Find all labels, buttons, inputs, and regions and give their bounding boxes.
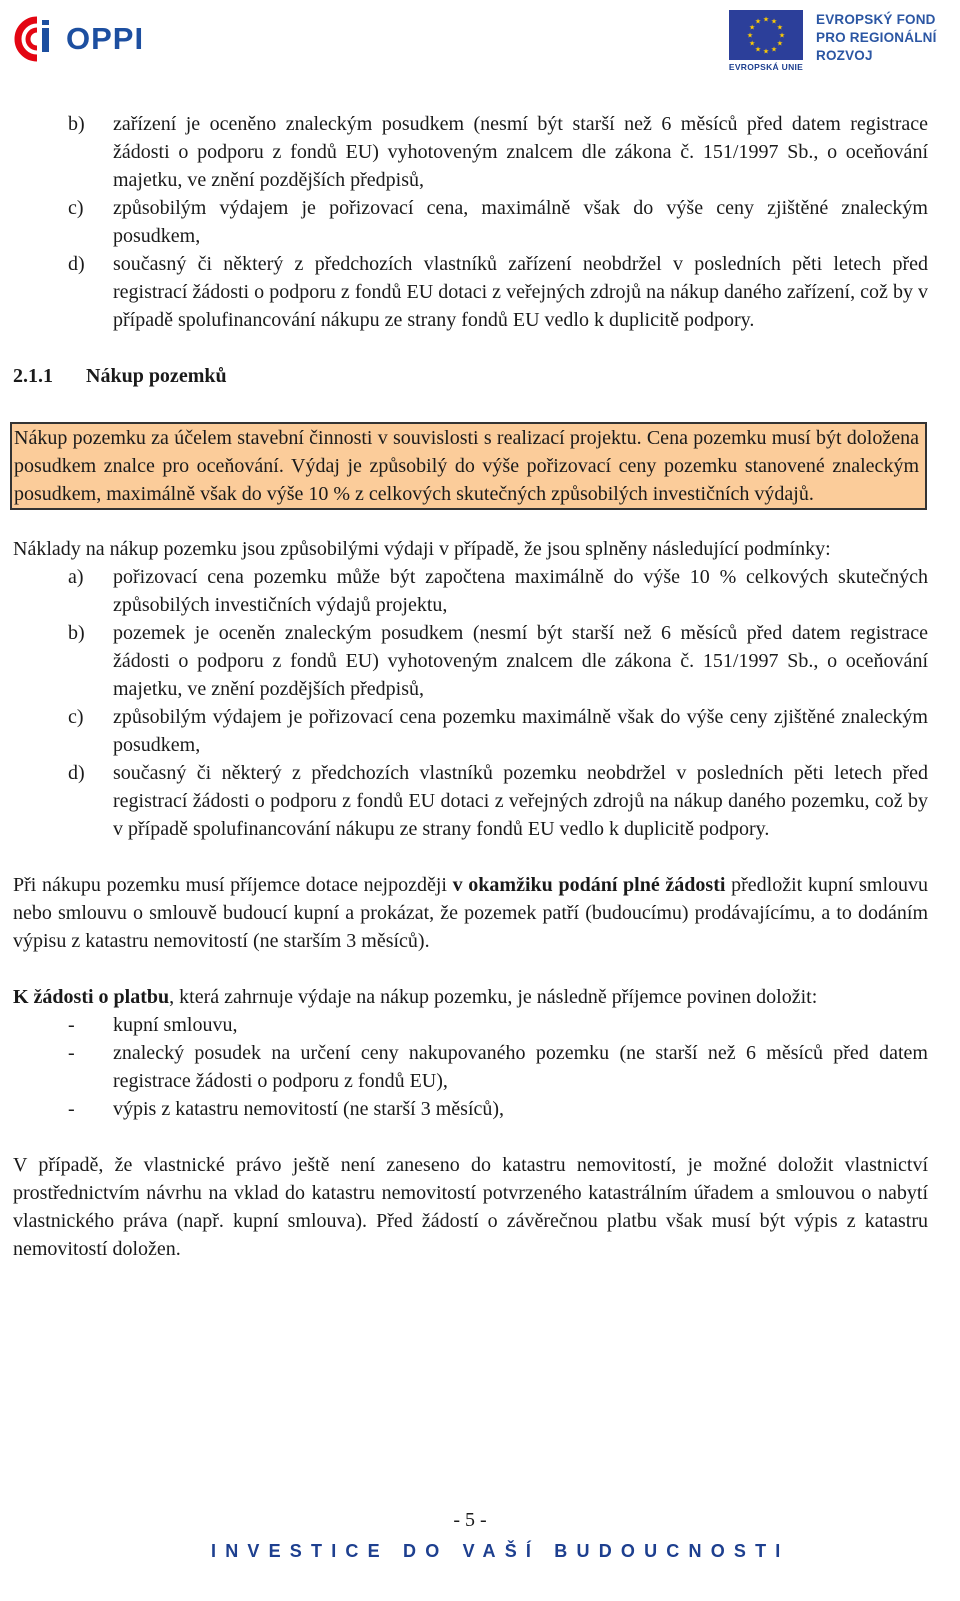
eu-star-icon: ★: [749, 23, 756, 32]
page-header: [0, 0, 960, 80]
oppi-logo-icon: [14, 16, 60, 62]
payment-text-bold: K žádosti o platbu: [13, 986, 170, 1008]
footer-motto: INVESTICE DO VAŠÍ BUDOUCNOSTI: [211, 1541, 790, 1561]
list-item-text: pozemek je oceněn znaleckým posudkem (nesmí být starší než 6 měsíců před datem registrace žádosti o podporu z fondů EU) vyhotoveným znalcem dle zákona č. 151/1997 Sb., o oceňování majetku, ve znění pozdějších předpisů,: [113, 622, 928, 700]
equipment-conditions-list: [13, 110, 928, 334]
eu-star-icon: ★: [754, 17, 762, 26]
list-marker: c): [68, 197, 84, 219]
section-number: 2.1.1: [13, 365, 53, 387]
list-item: [13, 110, 928, 194]
list-marker: d): [68, 762, 85, 784]
eu-star-icon: ★: [776, 23, 783, 32]
eu-fund-logo: [728, 10, 937, 72]
list-item: [13, 250, 928, 334]
list-item: [13, 1095, 928, 1123]
eu-fund-name: [816, 11, 937, 72]
purchase-text-before: Při nákupu pozemku musí příjemce dotace nejpozději: [13, 874, 453, 896]
section-heading: [13, 362, 928, 390]
eu-star-icon: ★: [754, 45, 762, 54]
oppi-logo-text: OPPI: [66, 21, 145, 56]
list-marker: a): [68, 566, 84, 588]
eu-flag-icon: [729, 10, 803, 60]
eu-star-icon: ★: [749, 39, 756, 48]
eu-fund-line: PRO REGIONÁLNÍ: [816, 30, 937, 45]
list-item-text: pořizovací cena pozemku může být započtena maximálně do výše 10 % celkových skutečných způsobilých investičních výdajů projektu,: [113, 566, 928, 616]
document-body: [13, 110, 928, 1263]
conditions-intro: Náklady na nákup pozemku jsou způsobilými výdaji v případě, že jsou splněny následující podmínky:: [13, 538, 831, 560]
list-marker: b): [68, 622, 85, 644]
eu-fund-line: ROZVOJ: [816, 48, 873, 63]
list-item-text: současný či některý z předchozích vlastníků zařízení neobdržel v posledních pěti letech před registrací žádosti o podporu z fondů EU dotaci z veřejných zdrojů na nákup daného zařízení, což by v případě spolufinancování nákupu ze strany fondů EU vedlo k duplicitě podpory.: [113, 253, 928, 331]
purchase-text-after: předložit kupní smlouvu nebo smlouvu o smlouvě budoucí kupní a prokázat, že pozemek patří (budoucímu) prodávajícímu, a to dodáním výpisu z katastru nemovitostí (ne starším 3 měsíců).: [13, 874, 928, 952]
highlight-box-text: Nákup pozemku za účelem stavební činnosti v souvislosti s realizací projektu. Cena pozemku musí být doložena posudkem znalce pro oceňování. Výdaj je způsobilý do výše pořizovací ceny pozemku stanovené znaleckým posudkem, maximálně však do výše 10 % z celkových skutečných způsobilých investičních výdajů.: [14, 427, 919, 505]
eu-star-icon: ★: [762, 15, 770, 24]
list-item-text: zařízení je oceněno znaleckým posudkem (nesmí být starší než 6 měsíců před datem registrace žádosti o podporu z fondů EU) vyhotoveným znalcem dle zákona č. 151/1997 Sb., o oceňování majetku, ve znění pozdějších předpisů,: [113, 113, 928, 191]
eu-star-icon: ★: [770, 45, 778, 54]
list-item-text: výpis z katastru nemovitostí (ne starší 3 měsíců),: [113, 1098, 505, 1120]
final-paragraph: V případě, že vlastnické právo ještě není zaneseno do katastru nemovitostí, je možné doložit vlastnictví prostřednictvím návrhu na vklad do katastru nemovitostí potvrzeného katastrálním úřadem a smlouvou o nabytí vlastnického práva (např. kupní smlouva). Před žádostí o závěrečnou platbu však musí být výpis z katastru nemovitostí doložen.: [13, 1154, 928, 1260]
list-item: [13, 1039, 928, 1095]
payment-paragraph: [13, 983, 928, 1011]
eu-star-icon: ★: [770, 17, 778, 26]
list-item-text: způsobilým výdajem je pořizovací cena, maximálně však do výše ceny zjištěné znaleckým posudkem,: [113, 197, 928, 247]
list-item: [13, 703, 928, 759]
land-conditions-list: [13, 563, 928, 843]
list-marker: -: [68, 1042, 75, 1064]
page-number: - 5 -: [453, 1509, 487, 1531]
list-marker: -: [68, 1014, 75, 1036]
list-item-text: současný či některý z předchozích vlastníků pozemku neobdržel v posledních pěti letech před registrací žádosti o podporu z fondů EU dotaci z veřejných zdrojů na nákup daného pozemku, což by v případě spolufinancování nákupu ze strany fondů EU vedlo k duplicitě podpory.: [113, 762, 928, 840]
list-item: [13, 759, 928, 843]
list-item-text: kupní smlouvu,: [113, 1014, 238, 1036]
eu-star-icon: ★: [762, 47, 770, 56]
section-title: Nákup pozemků: [86, 365, 227, 387]
eu-fund-line: EVROPSKÝ FOND: [816, 12, 936, 27]
purchase-text-bold: v okamžiku podání plné žádosti: [452, 874, 726, 896]
purchase-paragraph: [13, 871, 928, 955]
oppi-logo: [14, 14, 144, 64]
list-item: [13, 563, 928, 619]
list-marker: b): [68, 113, 85, 135]
payment-text-after: , která zahrnuje výdaje na nákup pozemku, je následně příjemce povinen doložit:: [169, 986, 818, 1008]
eu-star-icon: ★: [778, 31, 786, 40]
list-item: [13, 619, 928, 703]
list-marker: -: [68, 1098, 75, 1120]
eu-star-icon: ★: [776, 39, 783, 48]
list-marker: c): [68, 706, 84, 728]
list-marker: d): [68, 253, 85, 275]
highlight-box: [10, 422, 927, 510]
eu-star-icon: ★: [746, 31, 754, 40]
list-item-text: znalecký posudek na určení ceny nakupovaného pozemku (ne starší než 6 měsíců před datem registrace žádosti o podporu z fondů EU),: [113, 1042, 928, 1092]
list-item-text: způsobilým výdajem je pořizovací cena pozemku maximálně však do výše ceny zjištěné znaleckým posudkem,: [113, 706, 928, 756]
list-item: [13, 194, 928, 250]
list-item: [13, 1011, 928, 1039]
eu-caption: EVROPSKÁ UNIE: [728, 62, 804, 72]
payment-documents-list: [13, 1011, 928, 1123]
